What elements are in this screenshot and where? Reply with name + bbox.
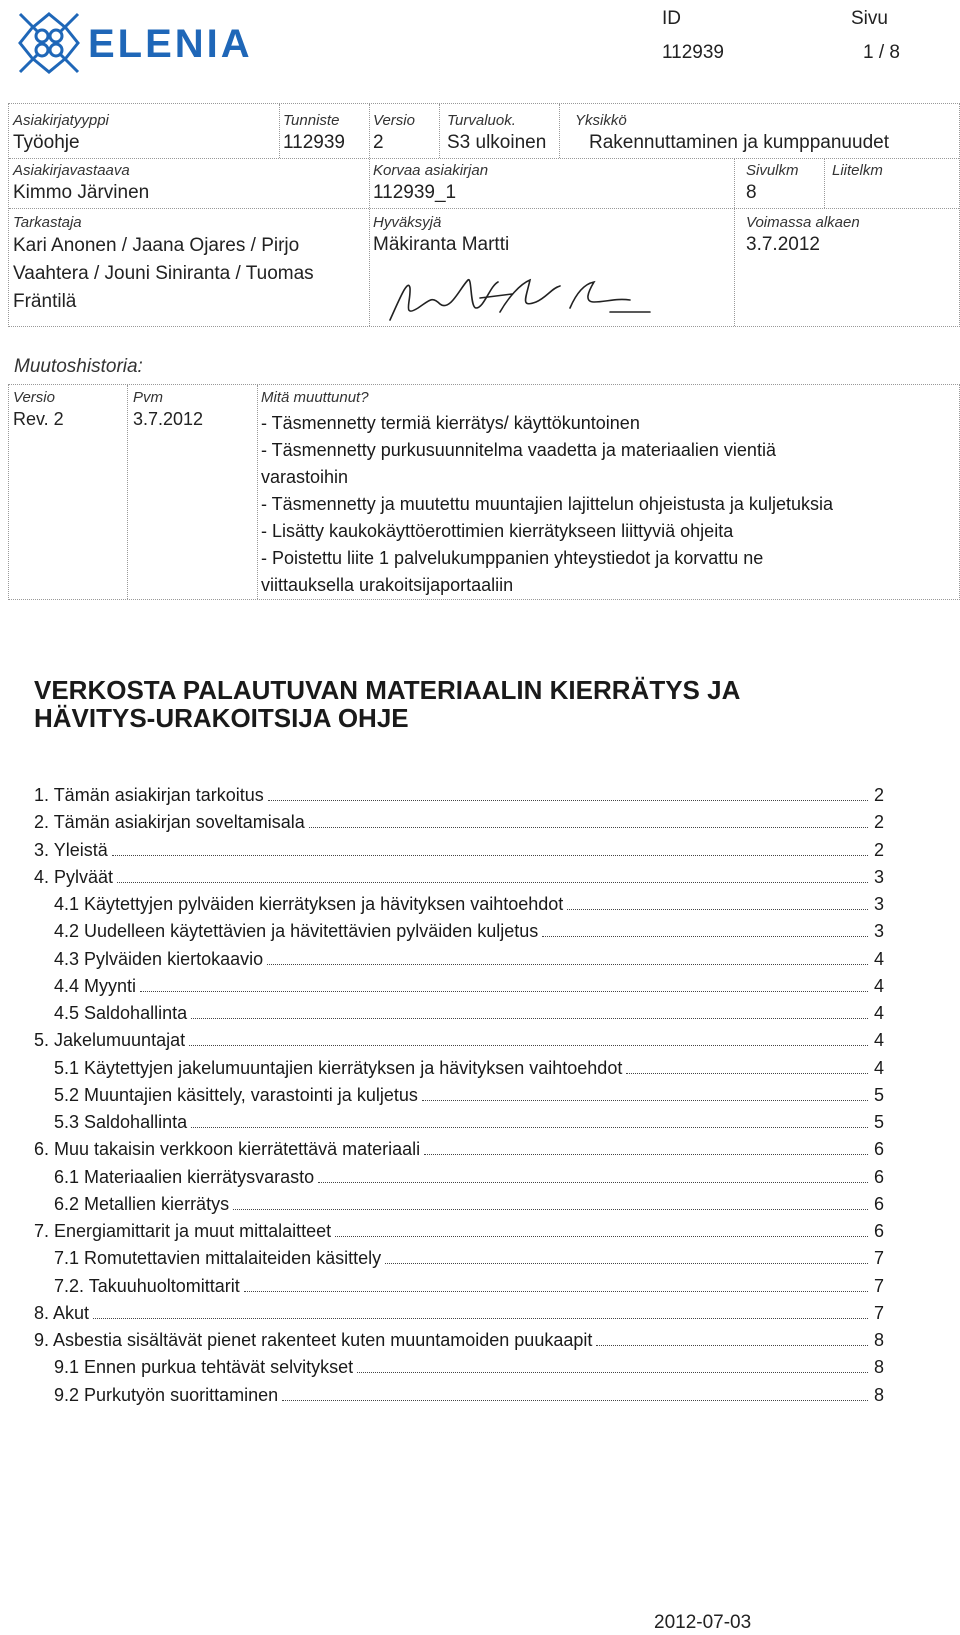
toc-entry[interactable] — [34, 1276, 884, 1303]
pages-label: Sivulkm — [746, 162, 799, 179]
toc-entry[interactable] — [34, 812, 884, 839]
toc-entry[interactable] — [34, 1167, 884, 1194]
reviewer-line: Kari Anonen / Jaana Ojares / Pirjo — [13, 235, 300, 256]
toc-entry-page: 3 — [873, 894, 884, 914]
col-changes-label: Mitä muuttunut? — [261, 389, 369, 406]
attachments-label: Liitelkm — [832, 162, 883, 179]
id-value: 112939 — [662, 42, 724, 63]
toc-dot-leader — [335, 1236, 868, 1237]
logo-text: ELENIA — [88, 22, 253, 66]
toc-entry[interactable] — [34, 867, 884, 894]
toc-entry-page: 6 — [873, 1193, 884, 1214]
change-history-table — [8, 384, 960, 600]
toc-dot-leader — [112, 855, 868, 856]
toc-entry-page: 3 — [873, 921, 884, 942]
toc-entry[interactable] — [34, 1194, 884, 1221]
toc-dot-leader — [309, 827, 868, 828]
toc-entry-page: 7 — [873, 1275, 884, 1296]
toc-entry-page: 4 — [873, 948, 884, 969]
toc-entry-page: 4 — [873, 1003, 884, 1023]
toc-entry-label: 5.1 Käytettyjen jakelumuuntajien kierrätyksen ja hävityksen vaihtoehdot — [54, 1057, 623, 1078]
toc-entry-label: 5. Jakelumuuntajat — [34, 1030, 186, 1051]
toc-entry[interactable] — [34, 840, 884, 867]
toc-entry-page: 2 — [873, 839, 884, 860]
toc-entry[interactable] — [34, 785, 884, 812]
toc-entry[interactable] — [34, 1058, 884, 1085]
security-label: Turvaluok. — [447, 112, 516, 129]
toc-entry[interactable] — [34, 1357, 884, 1384]
owner: Kimmo Järvinen — [13, 182, 150, 203]
footer-date: 2012-07-03 — [654, 1612, 752, 1633]
change-line: - Poistettu liite 1 palvelukumppanien yhteystiedot ja korvattu ne — [261, 548, 764, 568]
toc-entry-page: 8 — [873, 1357, 884, 1378]
toc-entry-page: 2 — [873, 812, 884, 833]
replaces-label: Korvaa asiakirjan — [373, 162, 489, 179]
title-line: HÄVITYS-URAKOITSIJA OHJE — [34, 703, 409, 733]
toc-entry-label: 9.2 Purkutyön suorittaminen — [54, 1384, 279, 1405]
toc-dot-leader — [626, 1073, 868, 1074]
toc-entry-page: 6 — [873, 1139, 884, 1160]
valid-from: 3.7.2012 — [746, 234, 820, 255]
toc-dot-leader — [191, 1127, 868, 1128]
version-label: Versio — [373, 112, 415, 129]
toc-entry-page: 2 — [873, 785, 884, 805]
toc-entry-label: 7.1 Romutettavien mittalaiteiden käsittely — [54, 1248, 382, 1269]
toc-entry-page: 6 — [873, 1166, 884, 1187]
toc-dot-leader — [282, 1400, 868, 1401]
history-date: 3.7.2012 — [133, 409, 204, 429]
toc-entry[interactable] — [34, 1112, 884, 1139]
reviewer-line: Vaahtera / Jouni Siniranta / Tuomas — [13, 263, 314, 284]
toc-dot-leader — [385, 1263, 868, 1264]
toc-dot-leader — [140, 991, 868, 992]
toc-entry[interactable] — [34, 1085, 884, 1112]
toc-entry-label: 4.5 Saldohallinta — [54, 1003, 188, 1023]
version: 2 — [373, 132, 384, 153]
toc-entry[interactable] — [34, 976, 884, 1003]
document-title — [34, 676, 934, 732]
change-line: - Lisätty kaukokäyttöerottimien kierrätykseen liittyviä ohjeita — [261, 521, 734, 541]
toc-entry-page: 4 — [873, 1057, 884, 1078]
valid-from-label: Voimassa alkaen — [746, 214, 860, 231]
doc-type: Työohje — [13, 132, 80, 153]
security-class: S3 ulkoinen — [447, 132, 547, 153]
toc-entry-label: 6. Muu takaisin verkkoon kierrätettävä materiaali — [34, 1139, 421, 1160]
toc-entry[interactable] — [34, 894, 884, 921]
toc-entry-page: 6 — [873, 1221, 884, 1241]
toc-entry-label: 9.1 Ennen purkua tehtävät selvitykset — [54, 1357, 354, 1378]
approver-signature — [380, 268, 660, 328]
change-line: viittauksella urakoitsijaportaaliin — [261, 575, 514, 595]
reviewers — [13, 232, 314, 316]
approver: Mäkiranta Martti — [373, 234, 510, 255]
change-line: - Täsmennetty ja muutettu muuntajien lajittelun ohjeistusta ja kuljetuksia — [261, 494, 833, 514]
toc-entry-label: 4.1 Käytettyjen pylväiden kierrätyksen ja hävityksen vaihtoehdot — [54, 894, 564, 914]
page-label: Sivu — [851, 8, 888, 29]
toc-entry-page: 4 — [873, 1030, 884, 1051]
toc-dot-leader — [267, 964, 868, 965]
toc-entry-page: 7 — [873, 1248, 884, 1269]
toc-entry-label: 2. Tämän asiakirjan soveltamisala — [34, 812, 305, 833]
table-of-contents — [34, 785, 884, 1412]
id-label: ID — [662, 8, 681, 29]
history-changes — [261, 410, 941, 599]
toc-entry[interactable] — [34, 921, 884, 948]
identifier: 112939 — [283, 132, 345, 153]
toc-entry-label: 5.2 Muuntajien käsittely, varastointi ja kuljetus — [54, 1084, 418, 1105]
toc-dot-leader — [424, 1154, 868, 1155]
toc-entry[interactable] — [34, 1030, 884, 1057]
toc-entry-page: 8 — [873, 1330, 884, 1350]
toc-entry-label: 3. Yleistä — [34, 839, 108, 860]
unit: Rakennuttaminen ja kumppanuudet — [589, 132, 889, 153]
elenia-logo — [14, 8, 274, 78]
toc-entry-page: 7 — [873, 1302, 884, 1323]
toc-entry[interactable] — [34, 1248, 884, 1275]
title-line: VERKOSTA PALAUTUVAN MATERIAALIN KIERRÄTYS JA — [34, 675, 741, 705]
toc-entry-page: 3 — [873, 866, 884, 887]
toc-dot-leader — [542, 936, 868, 937]
toc-entry-label: 4.3 Pylväiden kiertokaavio — [54, 948, 264, 969]
toc-dot-leader — [268, 800, 868, 801]
col-version-label: Versio — [13, 389, 55, 406]
toc-dot-leader — [567, 909, 868, 910]
toc-entry-label: 7. Energiamittarit ja muut mittalaitteet — [34, 1221, 332, 1241]
toc-entry-label: 7.2. Takuuhuoltomittarit — [54, 1275, 240, 1296]
replaces: 112939_1 — [373, 182, 457, 203]
change-line: - Täsmennetty termiä kierrätys/ käyttökuntoinen — [261, 413, 640, 433]
toc-entry[interactable] — [34, 1303, 884, 1330]
toc-entry-page: 4 — [873, 975, 884, 996]
reviewer-label: Tarkastaja — [13, 214, 82, 231]
doc-type-label: Asiakirjatyyppi — [13, 112, 109, 129]
history-section-label: Muutoshistoria: — [14, 356, 143, 377]
toc-entry[interactable] — [34, 1385, 884, 1412]
toc-dot-leader — [596, 1345, 868, 1346]
toc-entry[interactable] — [34, 949, 884, 976]
toc-entry-label: 6.2 Metallien kierrätys — [54, 1193, 230, 1214]
toc-entry-label: 4. Pylväät — [34, 866, 114, 887]
toc-entry[interactable] — [34, 1221, 884, 1248]
toc-dot-leader — [244, 1291, 868, 1292]
toc-entry[interactable] — [34, 1139, 884, 1166]
toc-entry-page: 8 — [873, 1384, 884, 1405]
toc-entry-label: 8. Akut — [34, 1302, 90, 1323]
toc-entry-label: 1. Tämän asiakirjan tarkoitus — [34, 785, 264, 805]
toc-entry-label: 5.3 Saldohallinta — [54, 1112, 188, 1132]
owner-label: Asiakirjavastaava — [13, 162, 130, 179]
change-line: - Täsmennetty purkusuunnitelma vaadetta ja materiaalien vientiä — [261, 440, 776, 460]
toc-entry[interactable] — [34, 1003, 884, 1030]
toc-entry-label: 4.4 Myynti — [54, 975, 137, 996]
toc-dot-leader — [117, 882, 868, 883]
toc-dot-leader — [422, 1100, 868, 1101]
col-date-label: Pvm — [133, 389, 163, 406]
page-count: 8 — [746, 182, 757, 203]
toc-dot-leader — [191, 1018, 868, 1019]
toc-entry-label: 6.1 Materiaalien kierrätysvarasto — [54, 1166, 315, 1187]
toc-entry-page: 5 — [873, 1084, 884, 1105]
toc-entry-page: 5 — [873, 1112, 884, 1132]
toc-dot-leader — [233, 1209, 868, 1210]
toc-dot-leader — [189, 1045, 868, 1046]
toc-dot-leader — [318, 1182, 868, 1183]
toc-entry[interactable] — [34, 1330, 884, 1357]
history-version: Rev. 2 — [13, 409, 64, 429]
toc-entry-label: 9. Asbestia sisältävät pienet rakenteet kuten muuntamoiden puukaapit — [34, 1330, 593, 1350]
unit-label: Yksikkö — [575, 112, 627, 129]
change-line: varastoihin — [261, 467, 349, 487]
approver-label: Hyväksyjä — [373, 214, 442, 231]
toc-dot-leader — [93, 1318, 868, 1319]
toc-dot-leader — [357, 1372, 868, 1373]
toc-entry-label: 4.2 Uudelleen käytettävien ja hävitettävien pylväiden kuljetus — [54, 921, 539, 942]
elenia-emblem-icon — [14, 8, 84, 78]
page-number: 1 / 8 — [863, 42, 900, 63]
identifier-label: Tunniste — [283, 112, 340, 129]
reviewer-line: Fräntilä — [13, 291, 77, 312]
